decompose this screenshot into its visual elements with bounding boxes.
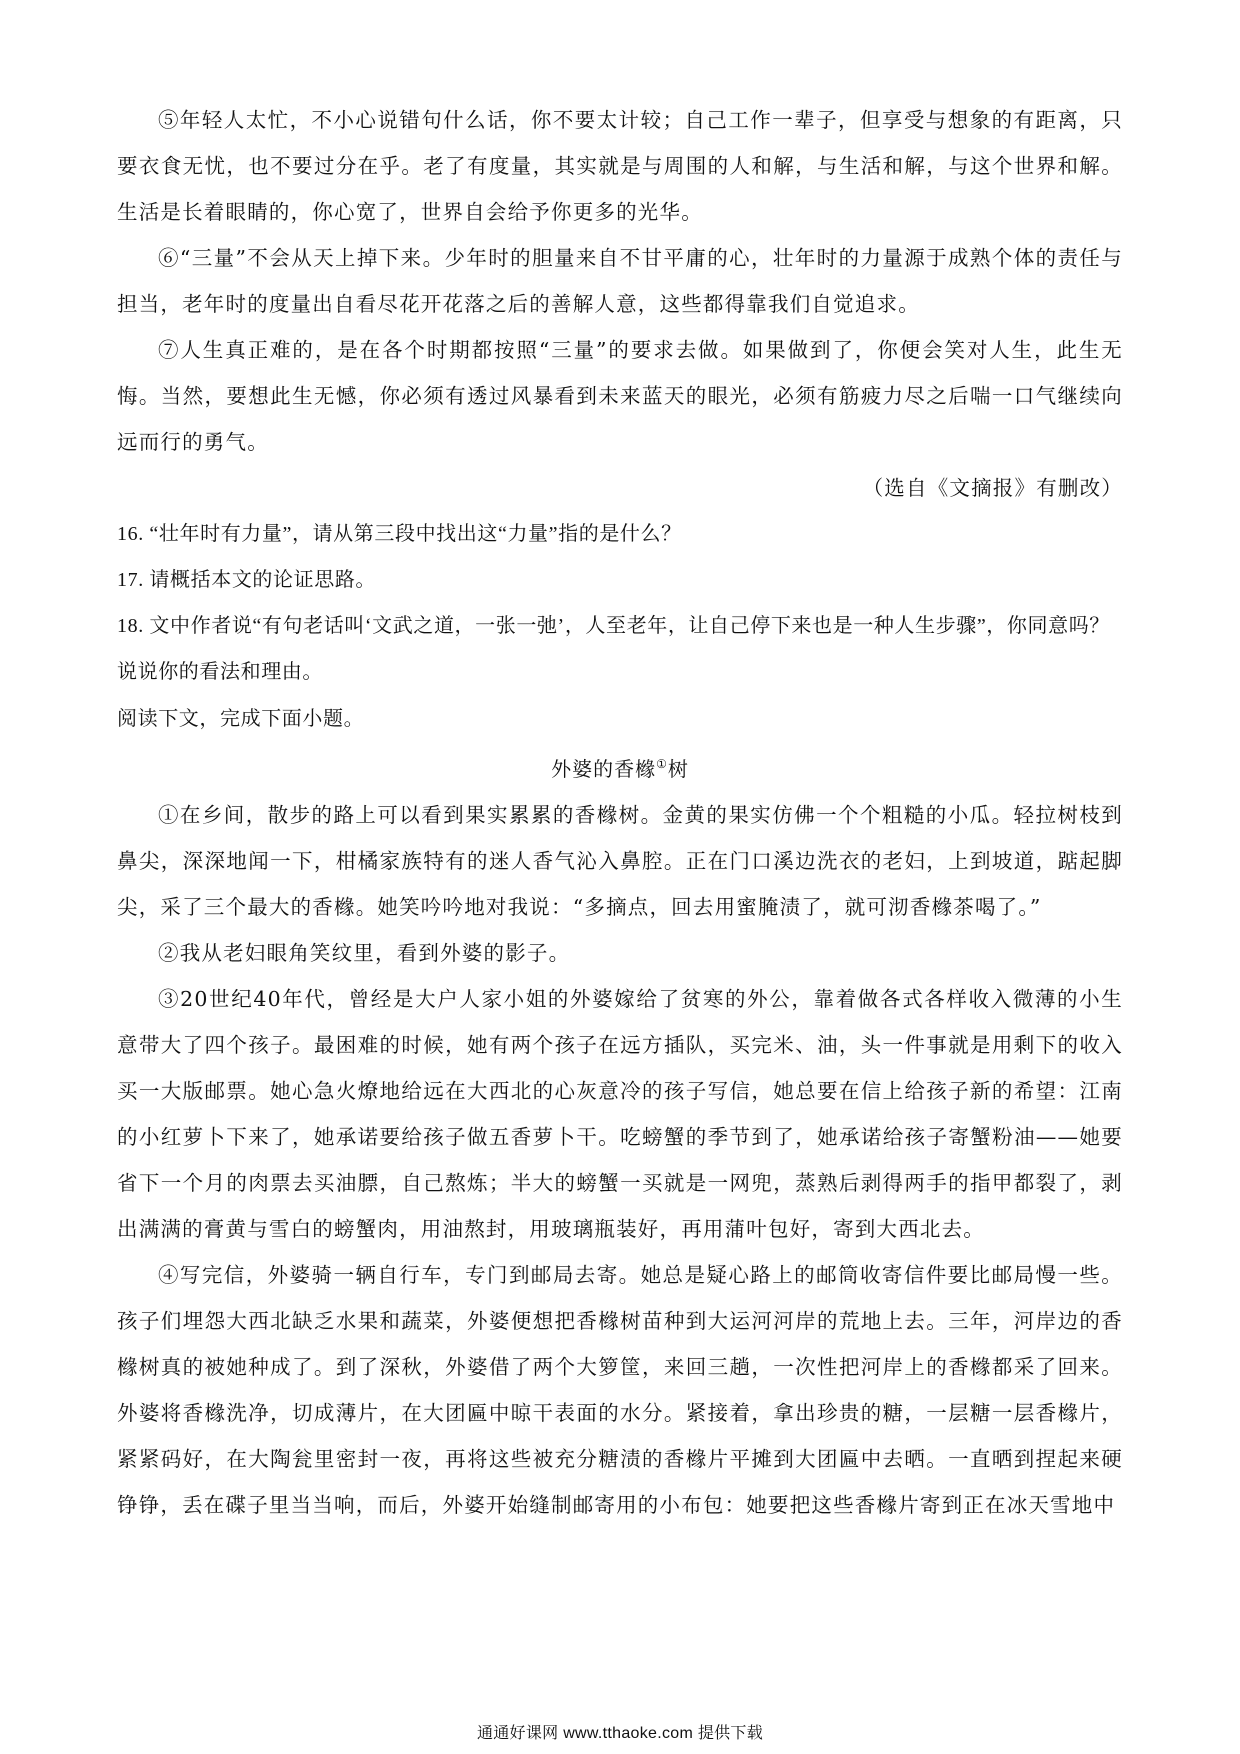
article2-paragraph-3: ③20世纪40年代，曾经是大户人家小姐的外婆嫁给了贫寒的外公，靠着做各式各样收入微薄的小生意带大了四个孩子。最困难的时候，她有两个孩子在远方插队，买完米、油，头一件事就是用剩下的收入买一大版邮票。她心急火燎地给远在大西北的心灰意冷的孩子写信，她总要在信上给孩子新的希望：江南的小红萝卜下来了，她承诺要给孩子做五香萝卜干。吃螃蟹的季节到了，她承诺给孩子寄蟹粉油——她要省下一个月的肉票去买油膘，自己熬炼；半大的螃蟹一买就是一网兜，蒸熟后剥得两手的指甲都裂了，剥出满满的膏黄与雪白的螃蟹肉，用油熬封，用玻璃瓶装好，再用蒲叶包好，寄到大西北去。 xyxy=(117,987,1123,1241)
question-text: “壮年时有力量”，请从第三段中找出这“力量”指的是什么？ xyxy=(149,523,682,545)
article2-title xyxy=(117,741,1123,792)
question-number: 18. xyxy=(117,615,144,637)
article1-paragraph-7: ⑦人生真正难的，是在各个时期都按照“三量”的要求去做。如果做到了，你便会笑对人生，此生无悔。当然，要想此生无憾，你必须有透过风暴看到未来蓝天的眼光，必须有筋疲力尽之后喘一口气继续向远而行的勇气。 xyxy=(117,338,1123,454)
title-main: 外婆的香橼 xyxy=(551,757,657,781)
question-16 xyxy=(117,511,1123,557)
question-17 xyxy=(117,557,1123,603)
article2-paragraph-1: ①在乡间，散步的路上可以看到果实累累的香橼树。金黄的果实仿佛一个个粗糙的小瓜。轻拉树枝到鼻尖，深深地闻一下，柑橘家族特有的迷人香气沁入鼻腔。正在门口溪边洗衣的老妇，上到坡道，踮起脚尖，采了三个最大的香橼。她笑吟吟地对我说：“多摘点，回去用蜜腌渍了，就可沏香橼茶喝了。” xyxy=(117,803,1123,919)
question-18 xyxy=(117,603,1123,695)
article2-paragraph-4: ④写完信，外婆骑一辆自行车，专门到邮局去寄。她总是疑心路上的邮筒收寄信件要比邮局慢一些。孩子们埋怨大西北缺乏水果和蔬菜，外婆便想把香橼树苗种到大运河河岸的荒地上去。三年，河岸边的香橼树真的被她种成了。到了深秋，外婆借了两个大箩筐，来回三趟，一次性把河岸上的香橼都采了回来。外婆将香橼洗净，切成薄片，在大团匾中晾干表面的水分。紧接着，拿出珍贵的糖，一层糖一层香橼片，紧紧码好，在大陶瓮里密封一夜，再将这些被充分糖渍的香橼片平摊到大团匾中去晒。一直晒到捏起来硬铮铮，丢在碟子里当当响，而后，外婆开始缝制邮寄用的小布包：她要把这些香橼片寄到正在冰天雪地中 xyxy=(117,1263,1123,1517)
page-footer: 通通好课网 www.tthaoke.com 提供下载 xyxy=(476,1725,764,1742)
article1-source-citation: （选自《文摘报》有删改） xyxy=(862,476,1123,500)
reading-instruction: 阅读下文，完成下面小题。 xyxy=(117,706,365,730)
title-end: 树 xyxy=(667,757,689,781)
article1-paragraph-6: ⑥“三量”不会从天上掉下来。少年时的胆量来自不甘平庸的心，壮年时的力量源于成熟个体的责任与担当，老年时的度量出自看尽花开花落之后的善解人意，这些都得靠我们自觉追求。 xyxy=(117,246,1123,316)
question-number: 16. xyxy=(117,523,144,545)
article2-paragraph-2: ②我从老妇眼角笑纹里，看到外婆的影子。 xyxy=(158,941,571,965)
footnote-marker: ① xyxy=(656,757,668,771)
question-text: 请概括本文的论证思路。 xyxy=(149,569,377,591)
question-number: 17. xyxy=(117,569,144,591)
article1-paragraph-5: ⑤年轻人太忙，不小心说错句什么话，你不要太计较；自己工作一辈子，但享受与想象的有距离，只要衣食无忧，也不要过分在乎。老了有度量，其实就是与周围的人和解，与生活和解，与这个世界和解。生活是长着眼睛的，你心宽了，世界自会给予你更多的光华。 xyxy=(117,108,1123,224)
page-content xyxy=(117,97,1123,1528)
question-text: 文中作者说“有句老话叫‘文武之道，一张一弛’，人至老年，让自己停下来也是一种人生步骤”，你同意吗？说说你的看法和理由。 xyxy=(117,615,1110,683)
